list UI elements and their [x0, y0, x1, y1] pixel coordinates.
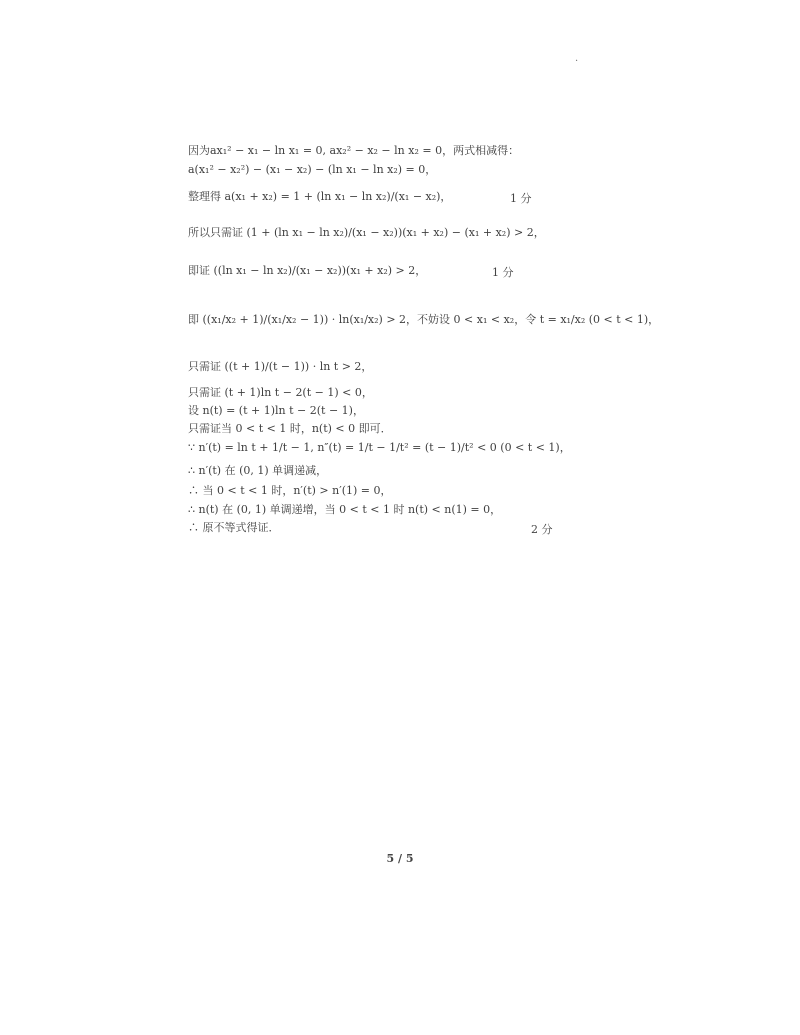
proof-line-5: 即证 ((ln x₁ − ln x₂)/(x₁ − x₂))(x₁ + x₂) > 2， — [188, 264, 427, 277]
proof-line-1: 因为ax₁² − x₁ − ln x₁ = 0, ax₂² − x₂ − ln x₂ = 0，两式相减得： — [188, 144, 520, 157]
proof-line-12: ∴ n′(t) 在 (0, 1) 单调递减， — [188, 464, 328, 477]
proof-line-8: 只需证 (t + 1)ln t − 2(t − 1) < 0， — [188, 386, 373, 399]
proof-line-13: ∴ 当 0 < t < 1 时，n′(t) > n′(1) = 0， — [188, 484, 392, 497]
page-mark: · — [575, 56, 579, 67]
score-mark-1: 1 分 — [510, 192, 532, 205]
proof-line-11: ∵ n′(t) = ln t + 1/t − 1, n″(t) = 1/t − 1/t² = (t − 1)/t² < 0 (0 < t < 1)， — [188, 441, 571, 454]
proof-line-7: 只需证 ((t + 1)/(t − 1)) · ln t > 2， — [188, 360, 373, 373]
score-mark-2: 1 分 — [492, 266, 514, 279]
proof-line-10: 只需证当 0 < t < 1 时，n(t) < 0 即可． — [188, 422, 392, 435]
page-number: 5 / 5 — [386, 852, 414, 865]
proof-line-4: 所以只需证 (1 + (ln x₁ − ln x₂)/(x₁ − x₂))(x₁ + x₂) − (x₁ + x₂) > 2， — [188, 226, 545, 239]
proof-line-6: 即 ((x₁/x₂ + 1)/(x₁/x₂ − 1)) · ln(x₁/x₂) > 2，不妨设 0 < x₁ < x₂，令 t = x₁/x₂ (0 < t < 1)， — [188, 313, 660, 326]
proof-line-3: 整理得 a(x₁ + x₂) = 1 + (ln x₁ − ln x₂)/(x₁ − x₂)， — [188, 190, 452, 203]
proof-line-15: ∴ 原不等式得证． — [188, 521, 280, 534]
proof-line-9: 设 n(t) = (t + 1)ln t − 2(t − 1)， — [188, 404, 364, 417]
proof-line-2: a(x₁² − x₂²) − (x₁ − x₂) − (ln x₁ − ln x₂) = 0， — [188, 163, 437, 176]
score-mark-3: 2 分 — [531, 523, 553, 536]
proof-line-14: ∴ n(t) 在 (0, 1) 单调递增，当 0 < t < 1 时 n(t) < n(1) = 0， — [188, 503, 502, 516]
